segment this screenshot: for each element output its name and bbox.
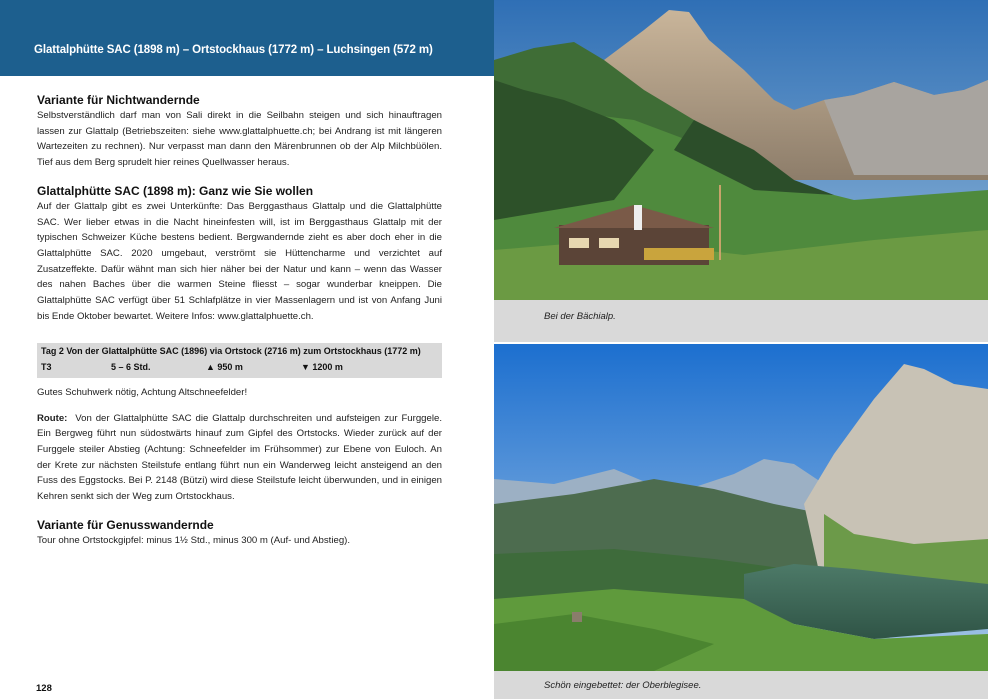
caption-baechialp: Bei der Bächialp. [544, 311, 616, 322]
chapter-title: Glattalphütte SAC (1898 m) – Ortstockhaus (1772 m) – Luchsingen (572 m) [34, 44, 433, 56]
caption-oberblegisee: Schön eingebettet: der Oberblegisee. [544, 680, 702, 691]
heading-variante-nichtwandernde: Variante für Nichtwandernde [37, 93, 200, 107]
caption-box-2 [494, 671, 988, 699]
photo-baechialp [494, 0, 988, 300]
paragraph-variante-nichtwandernde: Selbstverständlich darf man von Sali direkt in die Seilbahn steigen und sich hinauftragen lassen zur Glattalp (Betriebszeiten: siehe www.glattalphuette.ch; bei Andrang ist mit längeren Wartezeiten zu rechnen). Nur verpasst man dann den Märenbrunnen ob der Alp Milchbüölen. Tief aus dem Berg sprudelt hier reines Quellwasser heraus. [37, 110, 442, 169]
page-number: 128 [36, 683, 52, 694]
route-label: Route: [37, 412, 68, 424]
tour-title: Tag 2 Von der Glattalphütte SAC (1896) via Ortstock (2716 m) zum Ortstockhaus (1772 m) [41, 346, 421, 357]
heading-glattalphuette: Glattalphütte SAC (1898 m): Ganz wie Sie wollen [37, 183, 314, 198]
paragraph-variante-genusswandernde: Tour ohne Ortstockgipfel: minus 1½ Std., minus 300 m (Auf- und Abstieg). [37, 534, 351, 546]
route-text: Von der Glattalphütte SAC die Glattalp durchschreiten und aufsteigen zur Furggele. Ein Bergweg führt nun südostwärts hinauf zum Gipfel des Ortstocks. Wieder zurück auf der Furggele steiler Abstieg (Achtung: Schneefelder im Frühsommer) zur Ebene von Euloch. An der Krete zur nächsten Steilstufe entlang führt nun ein Wanderweg leicht ansteigend an den Fuss des Eggstocks. Bei P. 2148 (Bützi) wird diese Steilstufe leicht überwunden, und in einigen Kehren senkt sich der Weg zum Ortstockhaus. [37, 412, 442, 503]
right-page [494, 0, 988, 699]
tour-info-box [37, 343, 442, 378]
tour-duration: 5 – 6 Std. [111, 361, 151, 372]
chapter-header [0, 0, 494, 76]
main-text [37, 93, 442, 549]
tour-stats [41, 360, 438, 374]
photo-oberblegisee [494, 344, 988, 671]
route-description [37, 411, 442, 505]
caption-box-1 [494, 300, 988, 342]
tour-grade: T3 [41, 361, 52, 372]
tour-ascent: ▲ 950 m [206, 361, 243, 372]
heading-variante-genusswandernde: Variante für Genusswandernde [37, 517, 214, 532]
equipment-note: Gutes Schuhwerk nötig, Achtung Altschneefelder! [37, 386, 248, 398]
paragraph-glattalphuette: Auf der Glattalp gibt es zwei Unterkünfte: Das Berggasthaus Glattalp und die Glattalphütte SAC. Wer lieber etwas in die Nacht hineinfesten will, ist im Berggasthaus Glattalp mit der typischen Schweizer Küche bestens bedient. Bergwandernde zieht es aber doch eher in die Glattalphütte SAC. 2020 umgebaut, verströmt sie Hüttencharme und verzichtet auf Zusatzeffekte. Dafür wähnt man sich hier näher bei der Natur und kann – wenn das Wasser des nahen Baches über die warmen Steine fliesst – sogar wunderbar kneippen. Die Glattalphütte SAC verfügt über 51 Schlafplätze in vier Massenlagern und ist von Anfang Juni bis Ende Oktober bewartet. Weitere Infos: www.glattalphuette.ch. [37, 200, 442, 322]
tour-descent: ▼ 1200 m [301, 361, 343, 372]
